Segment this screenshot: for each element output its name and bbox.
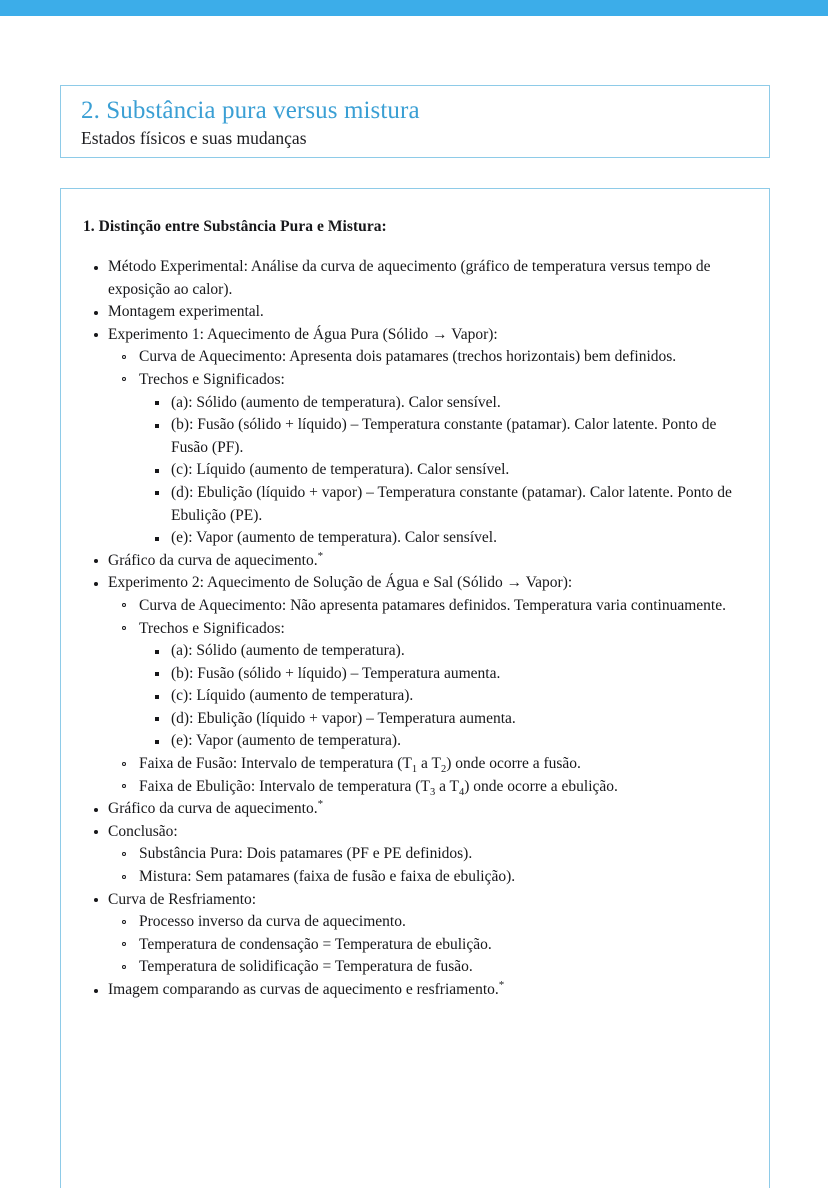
item-text: (e): Vapor (aumento de temperatura). [171, 732, 401, 750]
item-text: Experimento 1: Aquecimento de Água Pura (Sólido → Vapor): [108, 325, 498, 343]
list-item [108, 369, 749, 550]
item-text: Gráfico da curva de aquecimento. [108, 551, 318, 569]
subscript: 3 [429, 786, 436, 798]
list-item [108, 776, 749, 799]
item-text: Gráfico da curva de aquecimento. [108, 800, 318, 818]
list-item [83, 798, 749, 821]
subscript: 2 [440, 764, 447, 776]
list-item [139, 708, 749, 731]
list-item [139, 414, 749, 459]
item-text: Imagem comparando as curvas de aquecimento e resfriamento. [108, 981, 499, 998]
item-text: ) onde ocorre a ebulição. [464, 777, 618, 795]
list-item [139, 685, 749, 708]
list-item [83, 550, 749, 573]
item-text: Temperatura de condensação = Temperatura de ebulição. [139, 935, 492, 953]
item-text: (e): Vapor (aumento de temperatura). Calor sensível. [171, 529, 497, 547]
item-text: (d): Ebulição (líquido + vapor) – Temperatura aumenta. [171, 709, 516, 727]
item-text: Processo inverso da curva de aquecimento. [139, 913, 406, 931]
item-text: Montagem experimental. [108, 303, 264, 321]
top-accent-bar [0, 0, 828, 16]
outline-list-level2 [108, 346, 749, 549]
item-text: (a): Sólido (aumento de temperatura). Calor sensível. [171, 393, 501, 411]
item-text: Faixa de Ebulição: Intervalo de temperatura (T [139, 777, 430, 795]
list-item [83, 256, 749, 301]
item-text: Faixa de Fusão: Intervalo de temperatura (T [139, 755, 412, 773]
item-text: Trechos e Significados: [139, 619, 285, 637]
item-text: Mistura: Sem patamares (faixa de fusão e faixa de ebulição). [139, 868, 516, 886]
list-item [83, 572, 749, 798]
content-card [60, 188, 770, 1188]
subscript: 4 [459, 786, 465, 798]
item-text: Método Experimental: Análise da curva de aquecimento (gráfico de temperatura versus tempo de exposição ao calor). [108, 258, 711, 298]
footnote-marker: * [317, 798, 324, 811]
item-text: (b): Fusão (sólido + líquido) – Temperatura constante (patamar). Calor latente. Ponto de Fusão (PF). [171, 416, 717, 456]
outline-list-level2 [108, 911, 749, 979]
item-text: Experimento 2: Aquecimento de Solução de Água e Sal (Sólido → Vapor): [108, 574, 573, 592]
item-text: Temperatura de solidificação = Temperatura de fusão. [139, 958, 473, 976]
item-text: Conclusão: [108, 822, 178, 840]
list-item [108, 595, 749, 618]
page-title: 2. Substância pura versus mistura [81, 97, 420, 124]
footnote-marker: * [317, 549, 324, 562]
list-item [108, 618, 749, 754]
list-item [139, 730, 749, 753]
item-text: a T [435, 777, 460, 795]
list-item [139, 663, 749, 686]
list-item [83, 979, 749, 1002]
outline-list-level3 [139, 640, 749, 753]
list-item [83, 821, 749, 889]
item-text: (d): Ebulição (líquido + vapor) – Temperatura constante (patamar). Calor latente. Ponto de Ebulição (PE). [171, 483, 732, 524]
item-text: Curva de Resfriamento: [108, 890, 257, 908]
title-card [60, 85, 770, 158]
item-text: a T [417, 755, 441, 773]
list-item [108, 934, 749, 957]
item-text: ) onde ocorre a fusão. [446, 755, 581, 773]
list-item [139, 459, 749, 482]
page-subtitle: Estados físicos e suas mudanças [81, 128, 307, 148]
item-text: Substância Pura: Dois patamares (PF e PE definidos). [139, 845, 473, 863]
section-heading: 1. Distinção entre Substância Pura e Mistura: [83, 218, 387, 235]
list-item [139, 527, 749, 550]
list-item [108, 346, 749, 369]
outline-list-level2 [108, 595, 749, 798]
item-text: (b): Fusão (sólido + líquido) – Temperatura aumenta. [171, 664, 501, 682]
subscript: 1 [411, 764, 418, 776]
item-text: Curva de Aquecimento: Apresenta dois patamares (trechos horizontais) bem definidos. [139, 348, 677, 366]
list-item [108, 843, 749, 866]
list-item [108, 956, 749, 979]
list-item [139, 640, 749, 663]
list-item [139, 392, 749, 415]
item-text: (a): Sólido (aumento de temperatura). [171, 642, 405, 660]
list-item [83, 301, 749, 324]
item-text: (c): Líquido (aumento de temperatura). [171, 687, 414, 705]
item-text: (c): Líquido (aumento de temperatura). Calor sensível. [171, 461, 510, 479]
list-item [83, 889, 749, 979]
list-item [108, 866, 749, 889]
outline-list-level3 [139, 392, 749, 550]
item-text: Curva de Aquecimento: Não apresenta patamares definidos. Temperatura varia continuamente. [139, 596, 726, 614]
list-item [108, 753, 749, 776]
list-item [108, 911, 749, 934]
list-item [139, 482, 749, 527]
list-item [83, 324, 749, 550]
outline-list-level2 [108, 843, 749, 888]
item-text: Trechos e Significados: [139, 370, 285, 388]
footnote-marker: * [498, 978, 505, 991]
outline-list-level1 [83, 256, 749, 1002]
